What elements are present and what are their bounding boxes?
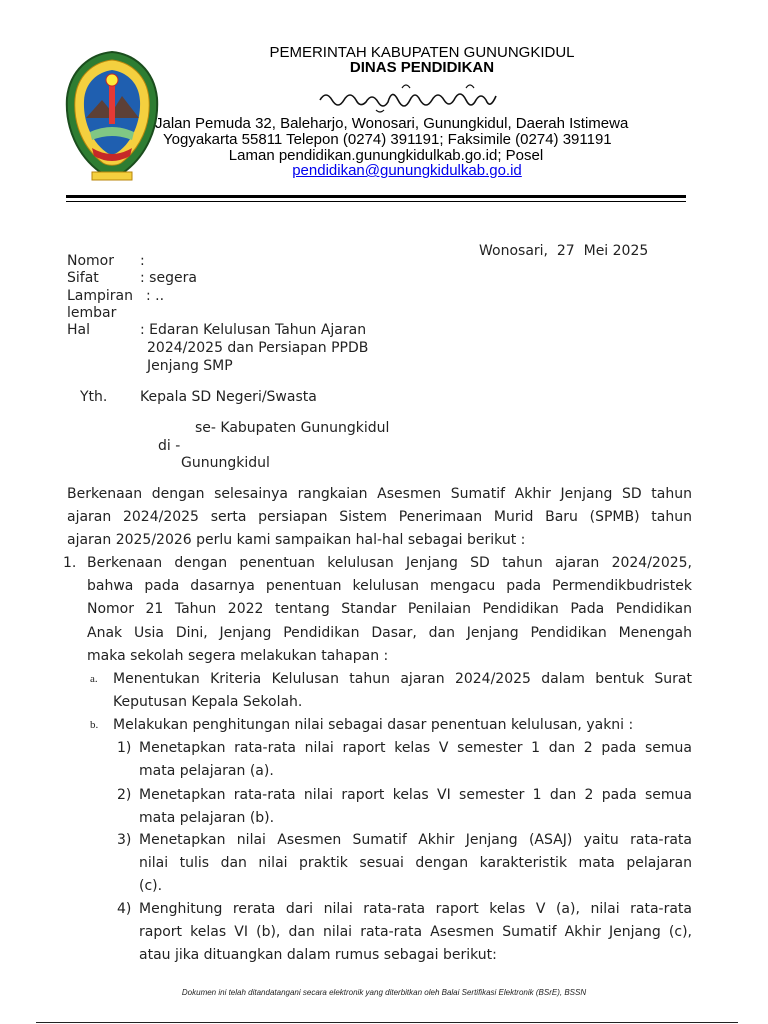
item-1-line: maka sekolah segera melakukan tahapan : — [87, 647, 389, 664]
recipient-addressee: Kepala SD Negeri/Swasta — [140, 389, 317, 405]
item-1-line: bahwa pada dasarnya penentuan kelulusan mengacu pada Permendikbudristek — [87, 578, 692, 595]
letter-date: Wonosari, 27 Mei 2025 — [479, 243, 649, 259]
lampiran-lembar: lembar — [67, 305, 117, 321]
step-line: Menetapkan rata-rata nilai raport kelas V semester 1 dan 2 pada semua — [139, 740, 692, 756]
intro-line: Berkenaan dengan selesainya rangkaian Asesmen Sumatif Akhir Jenjang SD tahun — [67, 486, 692, 502]
item-1-marker: 1. — [63, 555, 77, 571]
letterhead-department: DINAS PENDIDIKAN — [349, 59, 495, 76]
letterhead-address-line1: Jalan Pemuda 32, Baleharjo, Wonosari, Gunungkidul, Daerah Istimewa — [155, 115, 629, 132]
step-line: Menetapkan nilai Asesmen Sumatif Akhir Jenjang (ASAJ) yaitu rata-rata — [139, 832, 692, 848]
step-4-marker: 4) — [117, 901, 132, 917]
recipient-region: se- Kabupaten Gunungkidul — [195, 420, 390, 436]
footer-e-signature-note: Dokumen ini telah ditandatangani secara elektronik yang diterbitkan oleh Balai Sertifikasi Elektronik (BSrE), BSSN — [181, 988, 587, 997]
sifat-label: Sifat — [67, 270, 99, 286]
nomor-label: Nomor — [67, 253, 114, 269]
step-3-marker: 3) — [117, 832, 132, 848]
lampiran-label: Lampiran — [67, 288, 134, 304]
step-line: mata pelajaran (a). — [139, 763, 274, 780]
step-1-marker: 1) — [117, 740, 132, 756]
intro-paragraph — [67, 483, 692, 553]
step-line: mata pelajaran (b). — [139, 810, 275, 827]
hal-label: Hal — [67, 322, 90, 338]
letterhead-divider-thin — [66, 201, 686, 202]
letterhead-divider-thick — [66, 195, 686, 198]
sub-b-marker: b. — [90, 719, 99, 731]
step-2-body — [139, 784, 692, 830]
item-1-line: Nomor 21 Tahun 2022 tentang Standar Penilaian Pendidikan Pada Pendidikan — [87, 601, 692, 618]
letterhead-website: Laman pendidikan.gunungkidulkab.go.id; Posel — [228, 147, 544, 164]
step-line: (c). — [139, 878, 163, 895]
javanese-script — [316, 80, 526, 114]
step-line: Menetapkan rata-rata nilai raport kelas VI semester 1 dan 2 pada semua — [139, 787, 692, 803]
step-line: Menghitung rerata dari nilai rata-rata raport kelas V (a), nilai rata-rata — [139, 901, 692, 917]
letterhead-address-line2: Yogyakarta 55811 Telepon (0274) 391191; Faksimile (0274) 391191 — [163, 131, 612, 148]
step-3-body — [139, 829, 692, 899]
recipient-di: di - — [158, 438, 181, 454]
item-1-body — [87, 552, 692, 668]
recipient-yth: Yth. — [80, 389, 108, 405]
sub-a-marker: a. — [90, 673, 98, 685]
item-1-line: Berkenaan dengan penentuan kelulusan Jenjang SD tahun ajaran 2024/2025, — [87, 555, 692, 571]
sub-a-body — [113, 668, 692, 714]
intro-line: ajaran 2024/2025 serta persiapan Sistem Penerimaan Murid Baru (SPMB) tahun — [67, 509, 692, 526]
nomor-value: : — [140, 253, 145, 269]
sub-b-line: Melakukan penghitungan nilai sebagai dasar penentuan kelulusan, yakni : — [113, 717, 634, 733]
letterhead-government: PEMERINTAH KABUPATEN GUNUNGKIDUL — [269, 44, 575, 61]
hal-value-line2: 2024/2025 dan Persiapan PPDB — [147, 340, 369, 356]
letterhead-email-wrap — [0, 162, 768, 180]
recipient-place: Gunungkidul — [181, 455, 270, 471]
intro-line: ajaran 2025/2026 perlu kami sampaikan hal-hal sebagai berikut : — [67, 532, 526, 549]
step-1-body — [139, 737, 692, 783]
step-line: atau jika dituangkan dalam rumus sebagai berikut: — [139, 947, 497, 964]
step-4-body — [139, 898, 692, 968]
sifat-value: : segera — [140, 270, 197, 286]
footer-divider — [36, 1022, 738, 1023]
email-link[interactable]: pendidikan@gunungkidulkab.go.id — [292, 162, 522, 179]
hal-value-line3: Jenjang SMP — [147, 358, 233, 374]
sub-a-line: Keputusan Kepala Sekolah. — [113, 694, 303, 711]
lampiran-value: : .. — [146, 288, 165, 304]
step-line: raport kelas VI (b), dan nilai rata-rata Asesmen Sumatif Akhir Jenjang (c), — [139, 924, 692, 941]
hal-value-line1: : Edaran Kelulusan Tahun Ajaran — [140, 322, 367, 338]
sub-a-line: Menentukan Kriteria Kelulusan tahun ajaran 2024/2025 dalam bentuk Surat — [113, 671, 692, 687]
item-1-line: Anak Usia Dini, Jenjang Pendidikan Dasar, dan Jenjang Pendidikan Menengah — [87, 624, 692, 641]
step-2-marker: 2) — [117, 787, 132, 803]
step-line: nilai tulis dan nilai praktik sesuai dengan karakteristik mata pelajaran — [139, 855, 692, 872]
